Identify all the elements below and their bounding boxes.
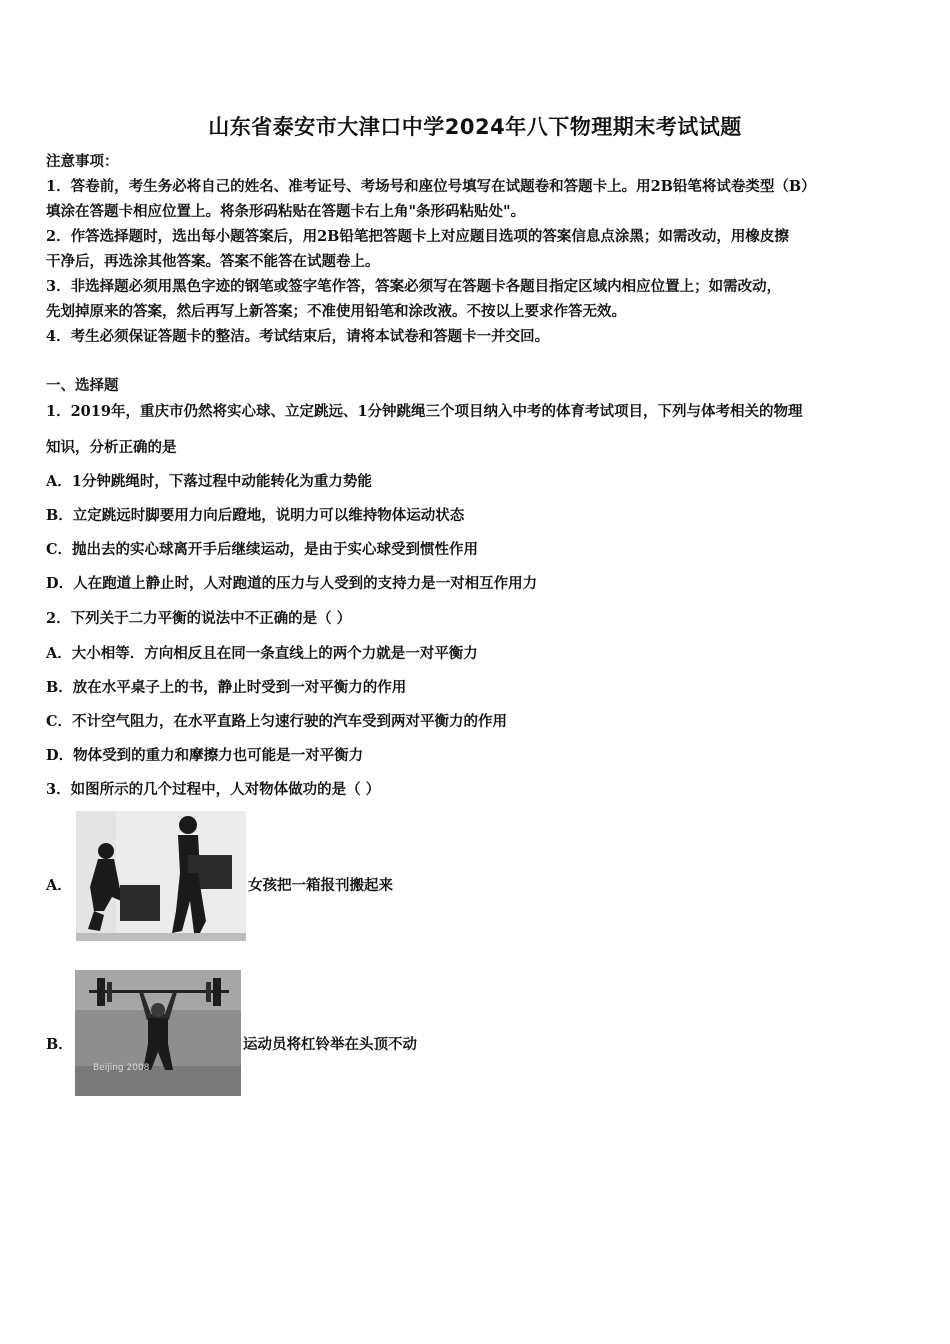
question-1-stem: 1．2019年，重庆市仍然将实心球、立定跳远、1分钟跳绳三个项目纳入中考的体育考试项目，下列与体考相关的物理 — [46, 403, 803, 420]
girl-lifting-box-illustration — [76, 811, 246, 941]
page-title: 山东省泰安市大津口中学2024年八下物理期末考试试题 — [208, 115, 742, 139]
question-3-stem: 3．如图所示的几个过程中，人对物体做功的是（ ） — [46, 781, 381, 798]
weightlifter-image — [75, 970, 241, 1096]
question-2-stem: 2．下列关于二力平衡的说法中不正确的是（ ） — [46, 610, 352, 627]
question-1-option-a: A．1分钟跳绳时，下落过程中动能转化为重力势能 — [46, 473, 372, 490]
notice-line: 3．非选择题必须用黑色字迹的钢笔或签字笔作答，答案必须写在答题卡各题目指定区域内相应位置上；如需改动， — [46, 278, 782, 295]
notice-line: 先划掉原来的答案，然后再写上新答案；不准使用铅笔和涂改液。不按以上要求作答无效。 — [46, 303, 626, 320]
question-1-option-c: C．抛出去的实心球离开手后继续运动，是由于实心球受到惯性作用 — [46, 541, 479, 558]
question-2-option-c: C．不计空气阻力，在水平直路上匀速行驶的汽车受到两对平衡力的作用 — [46, 713, 508, 730]
notice-line: 4．考生必须保证答题卡的整洁。考试结束后，请将本试卷和答题卡一并交回。 — [46, 328, 550, 345]
question-1-option-b: B．立定跳远时脚要用力向后蹬地，说明力可以维持物体运动状态 — [46, 507, 465, 524]
question-2-option-b: B．放在水平桌子上的书，静止时受到一对平衡力的作用 — [46, 679, 407, 696]
girl-lifting-box-image — [76, 811, 246, 941]
notice-line: 干净后，再选涂其他答案。答案不能答在试题卷上。 — [46, 253, 380, 270]
question-3-option-a-caption: 女孩把一箱报刊搬起来 — [248, 877, 393, 894]
weightlifter-illustration — [75, 970, 241, 1096]
question-2-option-d: D．物体受到的重力和摩擦力也可能是一对平衡力 — [46, 747, 364, 764]
question-3-option-a-label: A． — [46, 877, 72, 894]
question-2-option-a: A．大小相等．方向相反且在同一条直线上的两个力就是一对平衡力 — [46, 645, 478, 662]
notice-line: 1．答卷前，考生务必将自己的姓名、准考证号、考场号和座位号填写在试题卷和答题卡上。用2B铅笔将试卷类型（B） — [46, 178, 816, 195]
question-1-stem: 知识，分析正确的是 — [46, 439, 177, 456]
notice-heading: 注意事项： — [46, 153, 119, 170]
question-3-option-b-label: B． — [46, 1036, 73, 1053]
section-heading: 一、选择题 — [46, 377, 119, 394]
question-3-option-b-caption: 运动员将杠铃举在头顶不动 — [243, 1036, 417, 1053]
olympic-logo-text: Beijing 2008 — [93, 1063, 150, 1073]
notice-line: 填涂在答题卡相应位置上。将条形码粘贴在答题卡右上角"条形码粘贴处"。 — [46, 203, 526, 220]
notice-line: 2．作答选择题时，选出每小题答案后，用2B铅笔把答题卡上对应题目选项的答案信息点涂黑；如需改动，用橡皮擦 — [46, 228, 789, 245]
question-1-option-d: D．人在跑道上静止时，人对跑道的压力与人受到的支持力是一对相互作用力 — [46, 575, 538, 592]
